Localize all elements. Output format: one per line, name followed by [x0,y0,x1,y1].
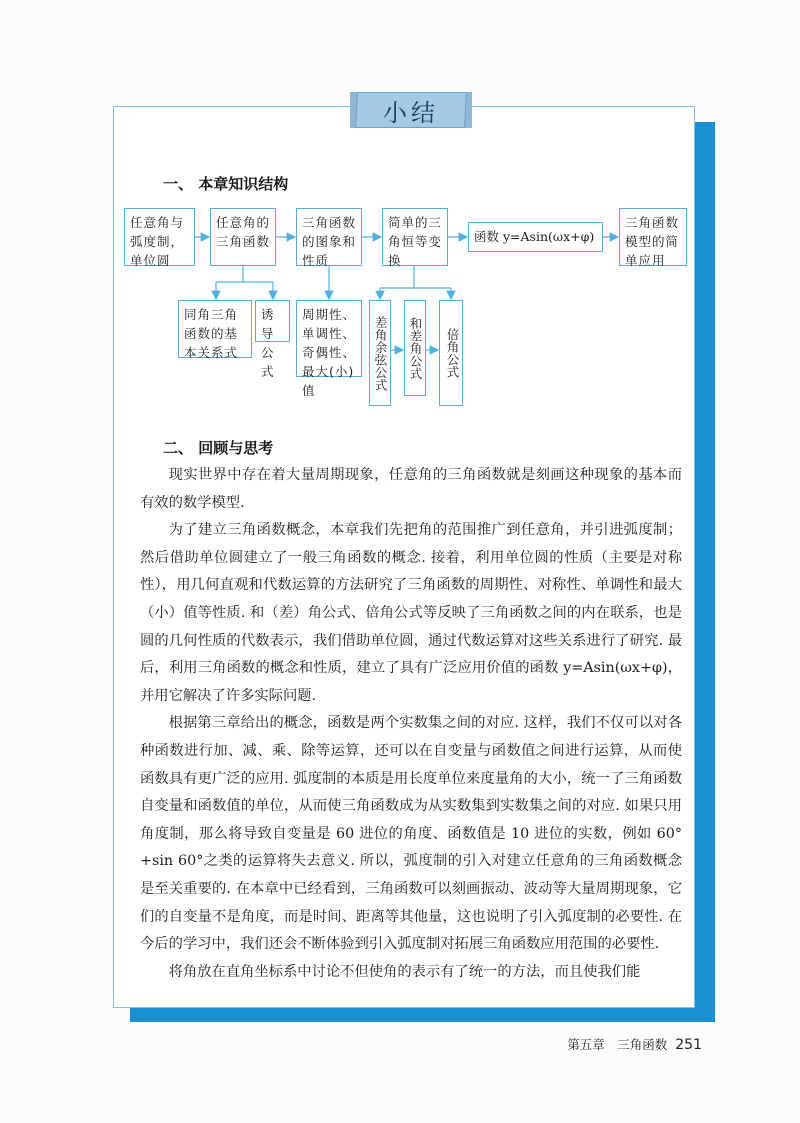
box-graphs-and-properties: 三角函数的图象和性质 [296,208,362,266]
box-double-angle-formulas: 倍角公式 [439,300,463,406]
page-title: 小结 [383,98,439,127]
box-trig-identity-transforms: 简单的三角恒等变换 [382,208,448,266]
box-trig-functions-of-any-angle: 任意角的三角函数 [210,208,276,266]
paragraph-2: 为了建立三角函数概念，本章我们先把角的范围推广到任意角，并引进弧度制；然后借助单位圆建立了一般三角函数的概念. 接着，利用单位圆的性质（主要是对称性），用几何直观和代数运算的方法研究了三角函数的周期性、对称性、单调性和最大（小）值等性质. 和（差）角公式、倍角公式等反映了三角函数之间的内在联系，也是圆的几何性质的代数表示，我们借助单位圆，通过代数运算对这些关系进行了研究. 最后，利用三角函数的概念和性质，建立了具有广泛应用价值的函数 y=Asin(ωx+φ)，并用它解决了许多实际问题. [140,522,682,704]
paragraph-4: 将角放在直角坐标系中讨论不但使角的表示有了统一的方法，而且使我们能 [168,963,641,980]
box-sum-difference-formulas: 和差角公式 [404,300,426,396]
page-footer [567,1035,702,1053]
box-sinusoidal-function: 函数 y=Asin(ωx+φ) [468,222,603,252]
box-difference-cosine-formula: 差角余弦公式 [369,300,391,406]
box-same-angle-relations: 同角三角函数的基本关系式 [178,300,252,358]
box-trig-model-applications: 三角函数模型的简单应用 [619,208,687,266]
section-heading-structure: 一、 本章知识结构 [163,175,289,193]
page-number: 251 [675,1037,702,1053]
review-text [140,462,682,986]
paragraph-1: 现实世界中存在着大量周期现象，任意角的三角函数就是刻画这种现象的基本而有效的数学模型. [140,467,682,511]
box-reduction-formulas: 诱导公式 [255,300,290,342]
box-periodicity-monotonicity: 周期性、单调性、奇偶性、最大(小)值 [296,300,362,377]
section-heading-review: 二、 回顾与思考 [163,439,274,457]
paragraph-3: 根据第三章给出的概念，函数是两个实数集之间的对应. 这样，我们不仅可以对各种函数进行加、减、乘、除等运算，还可以在自变量与函数值之间进行运算，从而使函数具有更广泛的应用. 弧度制的本质是用长度单位来度量角的大小，统一了三角函数自变量和函数值的单位，从而使三角函数成为从实数集到实数集之间的对应. 如果只用角度制，那么将导致自变量是 60 进位的角度、函数值是 10 进位的实数，例如 60°+sin 60°之类的运算将失去意义. 所以，弧度制的引入对建立任意角的三角函数概念是至关重要的. 在本章中已经看到，三角函数可以刻画振动、波动等大量周期现象，它们的自变量不是角度，而是时间、距离等其他量，这也说明了引入弧度制的必要性. 在今后的学习中，我们还会不断体验到引入弧度制对拓展三角函数应用范围的必要性. [140,715,682,953]
chapter-label: 第五章 三角函数 [567,1037,668,1052]
box-angle-radian-unit-circle: 任意角与弧度制，单位圆 [124,208,195,266]
